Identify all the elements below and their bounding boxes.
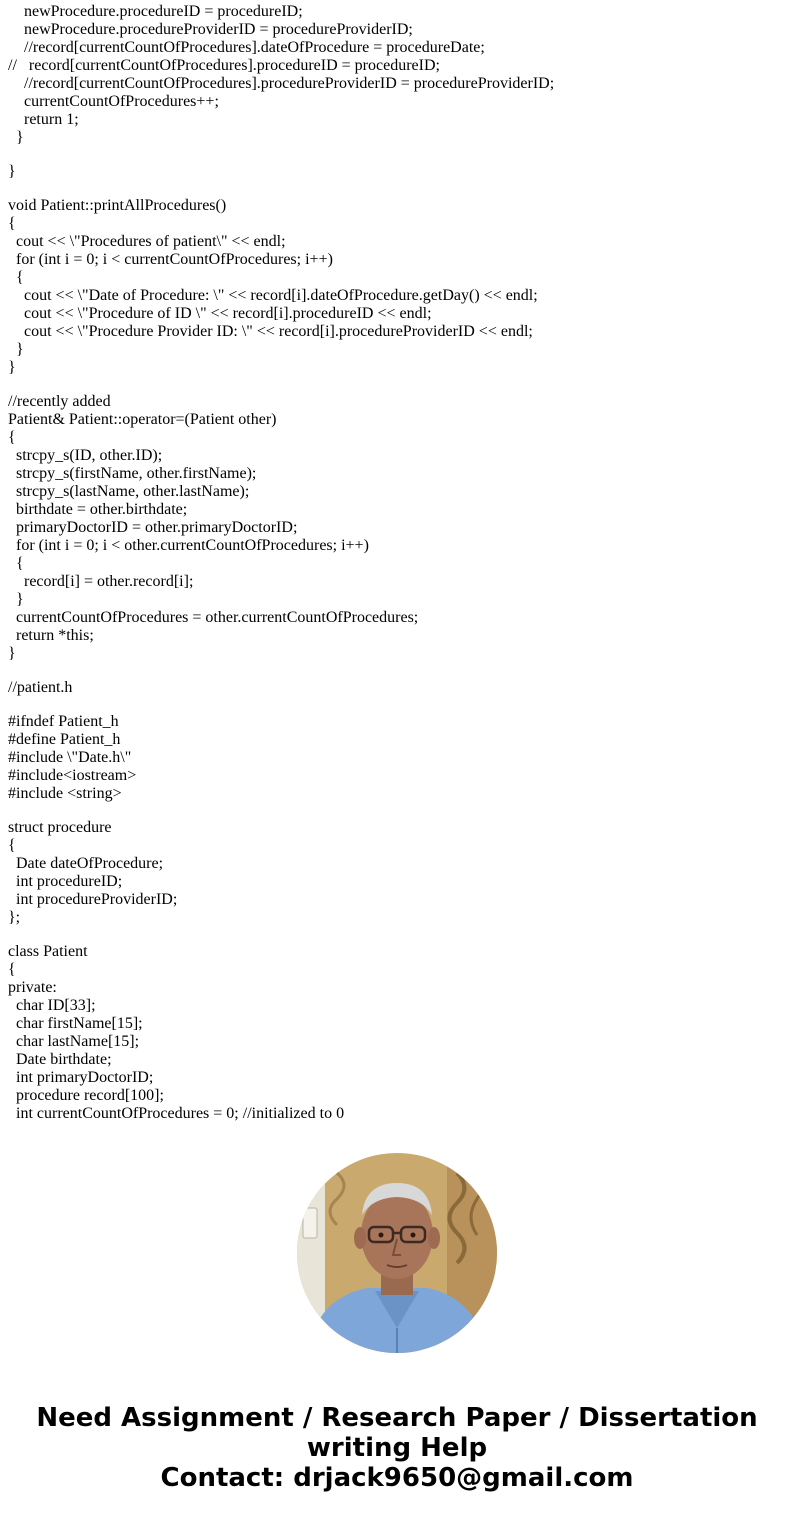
code-line: { — [8, 269, 24, 286]
code-listing — [8, 3, 788, 1123]
code-line: char firstName[15]; — [8, 1015, 143, 1032]
code-line: //record[currentCountOfProcedures].procedureProviderID = procedureProviderID; — [8, 75, 555, 92]
code-line: { — [8, 429, 16, 446]
code-line: int procedureProviderID; — [8, 891, 178, 908]
code-line: currentCountOfProcedures = other.currentCountOfProcedures; — [8, 609, 419, 626]
code-line: return 1; — [8, 111, 79, 128]
promo-line-2: writing Help — [306, 1433, 488, 1463]
code-line: { — [8, 555, 24, 572]
code-line: cout << \"Procedure of ID \" << record[i].procedureID << endl; — [8, 305, 432, 322]
code-line — [8, 697, 788, 713]
code-line: #include <string> — [8, 785, 122, 802]
code-line: strcpy_s(ID, other.ID); — [8, 447, 163, 464]
code-line: }; — [8, 909, 21, 926]
code-line: record[i] = other.record[i]; — [8, 573, 194, 590]
code-line: char lastName[15]; — [8, 1033, 140, 1050]
code-line: int primaryDoctorID; — [8, 1069, 154, 1086]
code-line: } — [8, 163, 16, 180]
code-line: private: — [8, 979, 57, 996]
code-line: cout << \"Date of Procedure: \" << record[i].dateOfProcedure.getDay() << endl; — [8, 287, 538, 304]
promo-footer — [0, 1403, 794, 1493]
code-line: //recently added — [8, 393, 111, 410]
code-line: { — [8, 961, 16, 978]
code-line: #define Patient_h — [8, 731, 121, 748]
code-line: int procedureID; — [8, 873, 123, 890]
contact-line: Contact: drjack9650@gmail.com — [160, 1463, 634, 1493]
author-avatar — [297, 1153, 497, 1353]
code-line: } — [8, 359, 16, 376]
code-line: void Patient::printAllProcedures() — [8, 197, 227, 214]
code-line: #include<iostream> — [8, 767, 137, 784]
code-line — [8, 663, 788, 679]
code-line: char ID[33]; — [8, 997, 96, 1014]
code-line: cout << \"Procedure Provider ID: \" << record[i].procedureProviderID << endl; — [8, 323, 533, 340]
code-line: Patient& Patient::operator=(Patient other) — [8, 411, 277, 428]
code-line — [8, 803, 788, 819]
code-line: { — [8, 837, 16, 854]
promo-line-1: Need Assignment / Research Paper / Dissertation — [36, 1403, 758, 1433]
code-line: cout << \"Procedures of patient\" << endl; — [8, 233, 286, 250]
code-line: birthdate = other.birthdate; — [8, 501, 188, 518]
code-line: } — [8, 591, 24, 608]
code-line: return *this; — [8, 627, 94, 644]
code-line: newProcedure.procedureProviderID = procedureProviderID; — [8, 21, 413, 38]
code-line: int currentCountOfProcedures = 0; //initialized to 0 — [8, 1105, 345, 1122]
code-line: Date dateOfProcedure; — [8, 855, 164, 872]
code-line: { — [8, 215, 16, 232]
code-line: strcpy_s(firstName, other.firstName); — [8, 465, 257, 482]
code-line — [8, 377, 788, 393]
code-line: for (int i = 0; i < other.currentCountOfProcedures; i++) — [8, 537, 369, 554]
code-line: } — [8, 645, 16, 662]
code-line: } — [8, 341, 24, 358]
code-line: #include \"Date.h\" — [8, 749, 132, 766]
code-line: primaryDoctorID = other.primaryDoctorID; — [8, 519, 298, 536]
code-line: Date birthdate; — [8, 1051, 112, 1068]
code-line: currentCountOfProcedures++; — [8, 93, 219, 110]
code-line — [8, 181, 788, 197]
code-line — [8, 147, 788, 163]
code-line: newProcedure.procedureID = procedureID; — [8, 3, 303, 20]
code-line: for (int i = 0; i < currentCountOfProcedures; i++) — [8, 251, 333, 268]
code-line: //patient.h — [8, 679, 73, 696]
person-photo-icon — [297, 1153, 497, 1353]
code-line: #ifndef Patient_h — [8, 713, 119, 730]
code-line: procedure record[100]; — [8, 1087, 164, 1104]
code-line: } — [8, 129, 24, 146]
code-line: // record[currentCountOfProcedures].procedureID = procedureID; — [8, 57, 440, 74]
code-line: class Patient — [8, 943, 88, 960]
code-line: //record[currentCountOfProcedures].dateOfProcedure = procedureDate; — [8, 39, 485, 56]
code-line: struct procedure — [8, 819, 112, 836]
code-line — [8, 927, 788, 943]
code-line: strcpy_s(lastName, other.lastName); — [8, 483, 250, 500]
